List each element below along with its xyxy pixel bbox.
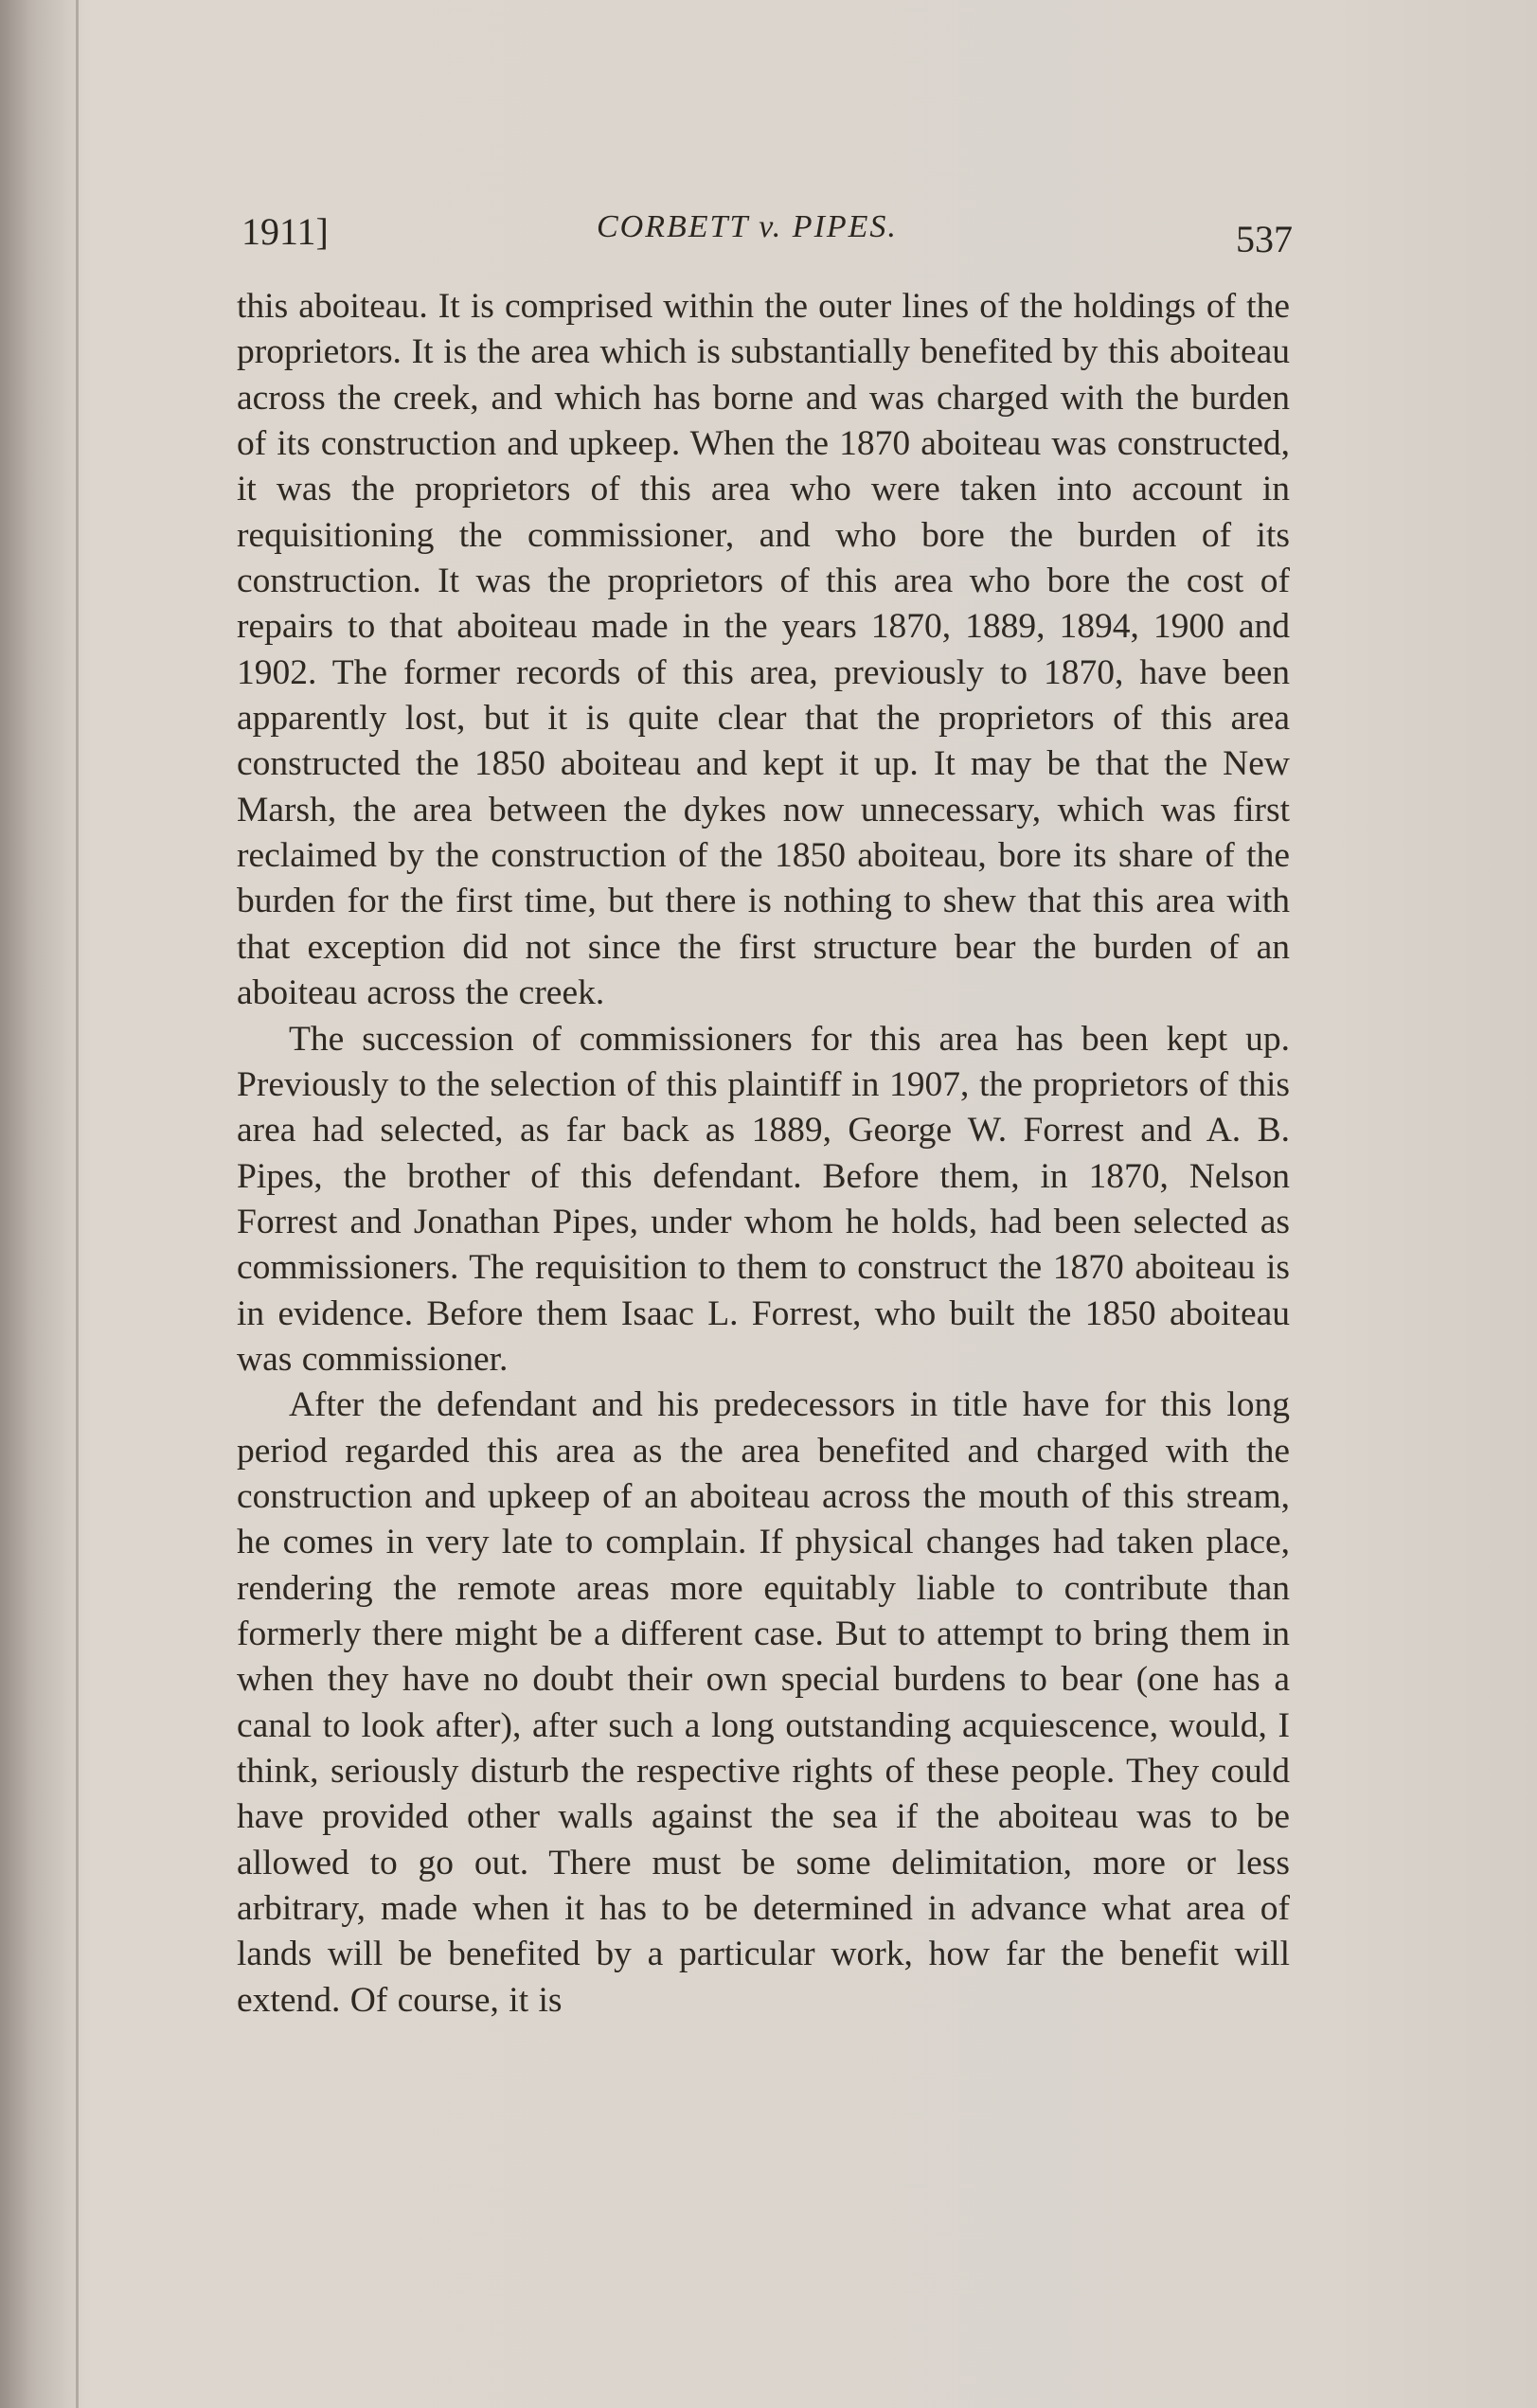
running-header [241, 204, 1293, 260]
paragraph-2: The succession of commissioners for this area has been kept up. Previously to the selection of this plaintiff in 1907, the proprietors of this area had selected, as far back as 1889, George W. Forrest and A. B. Pipes, the brother of this defendant. Before them, in 1870, Nelson Forrest and Jonathan Pipes, under whom he holds, had been selected as commissioners. The requisition to them to construct the 1870 aboiteau is in evidence. Before them Isaac L. Forrest, who built the 1850 aboiteau was commissioner. [237, 1019, 1290, 1379]
paragraph-1: this aboiteau. It is comprised within the outer lines of the holdings of the proprietors. It is the area which is substantially benefited by this aboiteau across the creek, and which has borne and was charged with the burden of its construction and upkeep. When the 1870 aboiteau was constructed, it was the proprietors of this area who were taken into account in requisitioning the commissioner, and who bore the burden of its construction. It was the proprietors of this area who bore the cost of repairs to that aboiteau made in the years 1870, 1889, 1894, 1900 and 1902. The former records of this area, previously to 1870, have been apparently lost, but it is quite clear that the proprietors of this area constructed the 1850 aboiteau and kept it up. It may be that the New Marsh, the area between the dykes now unnecessary, which was first reclaimed by the construction of the 1850 aboiteau, bore its share of the burden for the first time, but there is nothing to shew that this area with that exception did not since the first structure bear the burden of an aboiteau across the creek. [237, 287, 1290, 1013]
body-text [237, 284, 1290, 2024]
header-case-title: CORBETT v. PIPES. [597, 209, 898, 244]
paragraph-3: After the defendant and his predecessors in title have for this long period regarded this area as the area benefited and charged with the construction and upkeep of an aboiteau across the mouth of this stream, he comes in very late to complain. If physical changes had taken place, rendering the remote areas more equitably liable to contribute than formerly there might be a different case. But to attempt to bring them in when they have no doubt their own special burdens to bear (one has a canal to look after), after such a long outstanding acquiescence, would, I think, seriously disturb the respective rights of these people. They could have provided other walls against the sea if the aboiteau was to be allowed to go out. There must be some delimitation, more or less arbitrary, made when it has to be determined in advance what area of lands will be benefited by a particular work, how far the benefit will extend. Of course, it is [237, 1385, 1290, 2020]
binding-gutter [0, 0, 85, 2408]
header-year: 1911] [241, 210, 329, 253]
binding-edge [76, 0, 79, 2408]
page-number: 537 [1236, 218, 1293, 260]
